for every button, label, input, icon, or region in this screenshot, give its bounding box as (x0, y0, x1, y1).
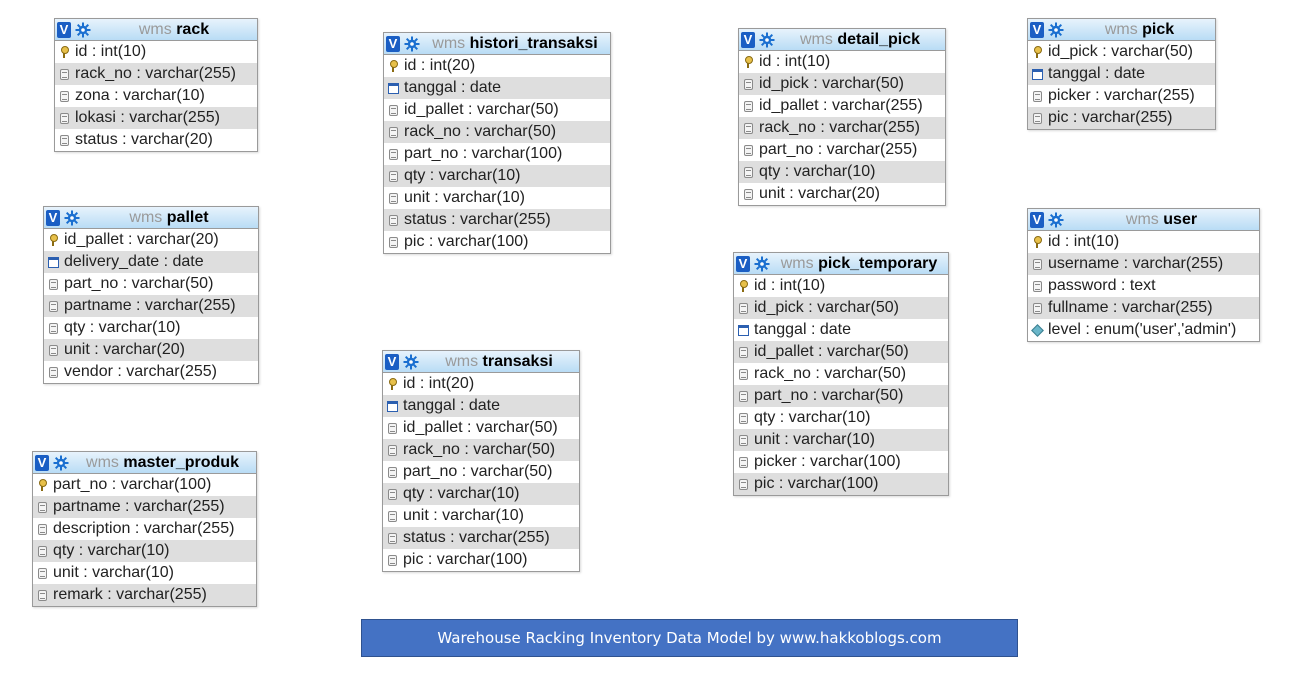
database-name: wms (1104, 20, 1138, 38)
column-icon (48, 366, 58, 378)
column-label: id_pick : varchar(50) (754, 299, 899, 316)
table-name: pick (1142, 20, 1175, 38)
column-label: tanggal : date (403, 397, 500, 414)
column-label: qty : varchar(10) (64, 319, 181, 336)
table-header[interactable] (734, 253, 948, 275)
primary-key-icon (1032, 236, 1042, 248)
column-label: qty : varchar(10) (759, 163, 876, 180)
column-row[interactable] (384, 55, 610, 77)
column-label: pic : varchar(255) (1048, 109, 1173, 126)
column-icon (743, 166, 753, 178)
column-row[interactable] (1028, 85, 1215, 107)
column-row[interactable] (55, 41, 257, 63)
column-row[interactable] (734, 385, 948, 407)
column-row[interactable] (55, 129, 257, 151)
column-label: id : int(20) (404, 57, 476, 74)
column-icon (1032, 90, 1042, 102)
column-icon (387, 422, 397, 434)
column-row[interactable] (44, 229, 258, 251)
column-label: zona : varchar(10) (75, 87, 205, 104)
table-name: user (1163, 210, 1198, 228)
table-master-produk[interactable] (32, 451, 257, 607)
database-name: wms (445, 352, 479, 370)
column-icon (387, 554, 397, 566)
column-row[interactable] (44, 317, 258, 339)
column-row[interactable] (734, 275, 948, 297)
column-label: id_pallet : varchar(50) (403, 419, 558, 436)
column-label: lokasi : varchar(255) (75, 109, 220, 126)
column-label: id_pick : varchar(50) (759, 75, 904, 92)
column-row[interactable] (734, 363, 948, 385)
column-row[interactable] (33, 496, 256, 518)
column-row[interactable] (33, 562, 256, 584)
table-title (775, 31, 945, 49)
database-name: wms (1125, 210, 1159, 228)
column-label: partname : varchar(255) (64, 297, 236, 314)
column-label: id : int(10) (759, 53, 831, 70)
column-label: rack_no : varchar(50) (404, 123, 557, 140)
column-label: partname : varchar(255) (53, 498, 225, 515)
column-label: status : varchar(20) (75, 131, 213, 148)
column-label: picker : varchar(255) (1048, 87, 1195, 104)
column-label: id_pick : varchar(50) (1048, 43, 1193, 60)
column-row[interactable] (1028, 253, 1259, 275)
caption-banner: Warehouse Racking Inventory Data Model by www.hakkoblogs.com (361, 619, 1018, 657)
column-label: id_pallet : varchar(50) (754, 343, 909, 360)
column-icon (59, 68, 69, 80)
primary-key-icon (37, 479, 47, 491)
date-icon (738, 324, 748, 336)
column-label: id : int(10) (75, 43, 147, 60)
column-icon (1032, 112, 1042, 124)
gear-icon[interactable] (754, 256, 770, 272)
table-name: histori_transaksi (469, 34, 598, 52)
column-icon (48, 300, 58, 312)
column-row[interactable] (383, 373, 579, 395)
table-name: pick_temporary (818, 254, 938, 272)
column-row[interactable] (33, 540, 256, 562)
column-row[interactable] (383, 395, 579, 417)
column-row[interactable] (383, 505, 579, 527)
primary-key-icon (743, 56, 753, 68)
column-icon (387, 466, 397, 478)
column-row[interactable] (383, 439, 579, 461)
column-row[interactable] (55, 85, 257, 107)
column-row[interactable] (384, 187, 610, 209)
column-label: rack_no : varchar(255) (75, 65, 236, 82)
column-icon (37, 589, 47, 601)
table-pick-temporary[interactable] (733, 252, 949, 496)
column-row[interactable] (1028, 63, 1215, 85)
column-row[interactable] (734, 451, 948, 473)
table-title (1064, 21, 1215, 39)
column-label: unit : varchar(10) (754, 431, 875, 448)
column-label: unit : varchar(10) (404, 189, 525, 206)
column-label: tanggal : date (1048, 65, 1145, 82)
column-row[interactable] (44, 273, 258, 295)
column-label: delivery_date : date (64, 253, 204, 270)
collapse-toggle-icon[interactable]: V (35, 455, 49, 471)
column-row[interactable] (384, 121, 610, 143)
column-row[interactable] (44, 339, 258, 361)
database-name: wms (86, 453, 119, 471)
gear-icon[interactable] (75, 22, 91, 38)
primary-key-icon (1032, 46, 1042, 58)
column-label: password : text (1048, 277, 1156, 294)
column-icon (48, 278, 58, 290)
table-name: master_produk (123, 453, 239, 471)
column-row[interactable] (33, 474, 256, 496)
column-label: fullname : varchar(255) (1048, 299, 1213, 316)
column-row[interactable] (734, 319, 948, 341)
column-label: picker : varchar(100) (754, 453, 901, 470)
database-name: wms (138, 20, 172, 38)
column-icon (387, 488, 397, 500)
enum-icon (1032, 324, 1042, 336)
column-icon (743, 100, 753, 112)
collapse-toggle-icon[interactable]: V (1030, 212, 1044, 228)
column-row[interactable] (734, 407, 948, 429)
column-icon (387, 532, 397, 544)
table-header[interactable] (44, 207, 258, 229)
column-icon (48, 344, 58, 356)
column-label: pic : varchar(100) (404, 233, 529, 250)
column-label: level : enum('user','admin') (1048, 321, 1237, 338)
column-row[interactable] (734, 473, 948, 495)
column-row[interactable] (33, 584, 256, 606)
table-title (420, 35, 610, 53)
column-icon (388, 126, 398, 138)
column-label: username : varchar(255) (1048, 255, 1224, 272)
primary-key-icon (388, 60, 398, 72)
collapse-toggle-icon[interactable]: V (1030, 22, 1044, 38)
column-label: part_no : varchar(50) (754, 387, 904, 404)
column-label: pic : varchar(100) (403, 551, 528, 568)
column-label: unit : varchar(20) (64, 341, 185, 358)
column-row[interactable] (739, 117, 945, 139)
date-icon (387, 400, 397, 412)
column-label: remark : varchar(255) (53, 586, 207, 603)
column-icon (388, 192, 398, 204)
gear-icon[interactable] (404, 36, 420, 52)
column-row[interactable] (383, 417, 579, 439)
column-icon (738, 456, 748, 468)
column-label: tanggal : date (754, 321, 851, 338)
column-icon (59, 90, 69, 102)
table-name: rack (176, 20, 210, 38)
column-label: qty : varchar(10) (53, 542, 170, 559)
table-detail-pick[interactable] (738, 28, 946, 206)
gear-icon[interactable] (759, 32, 775, 48)
column-icon (388, 104, 398, 116)
column-icon (738, 368, 748, 380)
primary-key-icon (48, 234, 58, 246)
column-icon (388, 170, 398, 182)
column-row[interactable] (55, 63, 257, 85)
column-icon (1032, 280, 1042, 292)
column-icon (738, 346, 748, 358)
column-icon (387, 510, 397, 522)
collapse-toggle-icon[interactable]: V (386, 36, 400, 52)
primary-key-icon (59, 46, 69, 58)
column-label: id_pallet : varchar(255) (759, 97, 923, 114)
column-row[interactable] (383, 483, 579, 505)
table-pallet[interactable] (43, 206, 259, 384)
column-label: unit : varchar(10) (403, 507, 524, 524)
column-icon (738, 412, 748, 424)
column-icon (738, 478, 748, 490)
table-header[interactable] (33, 452, 256, 474)
table-name: pallet (166, 208, 209, 226)
table-name: detail_pick (837, 30, 921, 48)
column-icon (37, 523, 47, 535)
column-label: id_pallet : varchar(20) (64, 231, 219, 248)
column-row[interactable] (383, 527, 579, 549)
column-row[interactable] (1028, 275, 1259, 297)
column-row[interactable] (739, 95, 945, 117)
collapse-toggle-icon[interactable]: V (46, 210, 60, 226)
column-icon (743, 122, 753, 134)
column-row[interactable] (384, 77, 610, 99)
column-label: part_no : varchar(100) (53, 476, 212, 493)
column-row[interactable] (739, 51, 945, 73)
column-row[interactable] (383, 549, 579, 571)
column-icon (59, 112, 69, 124)
column-label: unit : varchar(10) (53, 564, 174, 581)
column-row[interactable] (739, 139, 945, 161)
column-row[interactable] (1028, 231, 1259, 253)
column-icon (388, 148, 398, 160)
column-label: part_no : varchar(50) (403, 463, 553, 480)
column-icon (738, 390, 748, 402)
collapse-toggle-icon[interactable]: V (736, 256, 750, 272)
column-label: qty : varchar(10) (754, 409, 871, 426)
table-header[interactable] (1028, 19, 1215, 41)
table-header[interactable] (739, 29, 945, 51)
column-row[interactable] (384, 143, 610, 165)
table-title (69, 454, 256, 472)
column-label: description : varchar(255) (53, 520, 235, 537)
date-icon (1032, 68, 1042, 80)
gear-icon[interactable] (403, 354, 419, 370)
column-row[interactable] (384, 165, 610, 187)
table-title (770, 255, 948, 273)
column-label: tanggal : date (404, 79, 501, 96)
column-icon (388, 236, 398, 248)
gear-icon[interactable] (53, 455, 69, 471)
column-row[interactable] (1028, 319, 1259, 341)
collapse-toggle-icon[interactable]: V (57, 22, 71, 38)
table-title (80, 209, 258, 227)
column-icon (743, 144, 753, 156)
collapse-toggle-icon[interactable]: V (741, 32, 755, 48)
column-row[interactable] (44, 295, 258, 317)
column-icon (48, 322, 58, 334)
column-label: rack_no : varchar(255) (759, 119, 920, 136)
table-rack[interactable] (54, 18, 258, 152)
column-row[interactable] (734, 297, 948, 319)
table-header[interactable] (55, 19, 257, 41)
collapse-toggle-icon[interactable]: V (385, 354, 399, 370)
table-transaksi[interactable] (382, 350, 580, 572)
column-row[interactable] (1028, 297, 1259, 319)
column-label: id_pallet : varchar(50) (404, 101, 559, 118)
column-row[interactable] (33, 518, 256, 540)
gear-icon[interactable] (64, 210, 80, 226)
column-row[interactable] (734, 341, 948, 363)
column-row[interactable] (734, 429, 948, 451)
column-row[interactable] (384, 209, 610, 231)
table-title (91, 21, 257, 39)
database-name: wms (432, 34, 466, 52)
column-label: rack_no : varchar(50) (403, 441, 556, 458)
column-icon (37, 545, 47, 557)
table-title (1064, 211, 1259, 229)
table-histori-transaksi[interactable] (383, 32, 611, 254)
table-title (419, 353, 579, 371)
column-icon (387, 444, 397, 456)
column-label: part_no : varchar(100) (404, 145, 563, 162)
column-row[interactable] (1028, 41, 1215, 63)
primary-key-icon (387, 378, 397, 390)
column-row[interactable] (739, 183, 945, 205)
table-user[interactable] (1027, 208, 1260, 342)
column-icon (388, 214, 398, 226)
column-label: id : int(10) (1048, 233, 1120, 250)
table-name: transaksi (482, 352, 553, 370)
column-row[interactable] (739, 73, 945, 95)
gear-icon[interactable] (1048, 22, 1064, 38)
column-icon (37, 501, 47, 513)
column-row[interactable] (44, 251, 258, 273)
primary-key-icon (738, 280, 748, 292)
column-icon (59, 134, 69, 146)
column-row[interactable] (55, 107, 257, 129)
date-icon (388, 82, 398, 94)
table-header[interactable] (1028, 209, 1259, 231)
date-icon (48, 256, 58, 268)
column-row[interactable] (739, 161, 945, 183)
column-label: status : varchar(255) (403, 529, 550, 546)
column-label: part_no : varchar(50) (64, 275, 214, 292)
column-row[interactable] (384, 99, 610, 121)
column-icon (743, 188, 753, 200)
column-label: status : varchar(255) (404, 211, 551, 228)
column-icon (37, 567, 47, 579)
table-header[interactable] (383, 351, 579, 373)
column-label: vendor : varchar(255) (64, 363, 217, 380)
column-label: rack_no : varchar(50) (754, 365, 907, 382)
column-label: id : int(10) (754, 277, 826, 294)
column-label: unit : varchar(20) (759, 185, 880, 202)
column-label: id : int(20) (403, 375, 475, 392)
column-label: qty : varchar(10) (403, 485, 520, 502)
column-row[interactable] (384, 231, 610, 253)
column-label: qty : varchar(10) (404, 167, 521, 184)
gear-icon[interactable] (1048, 212, 1064, 228)
column-label: pic : varchar(100) (754, 475, 879, 492)
column-label: part_no : varchar(255) (759, 141, 918, 158)
column-row[interactable] (383, 461, 579, 483)
database-name: wms (780, 254, 814, 272)
database-name: wms (799, 30, 833, 48)
column-row[interactable] (44, 361, 258, 383)
column-row[interactable] (1028, 107, 1215, 129)
column-icon (738, 434, 748, 446)
column-icon (738, 302, 748, 314)
column-icon (743, 78, 753, 90)
table-header[interactable] (384, 33, 610, 55)
column-icon (1032, 302, 1042, 314)
database-name: wms (129, 208, 163, 226)
table-pick[interactable] (1027, 18, 1216, 130)
column-icon (1032, 258, 1042, 270)
